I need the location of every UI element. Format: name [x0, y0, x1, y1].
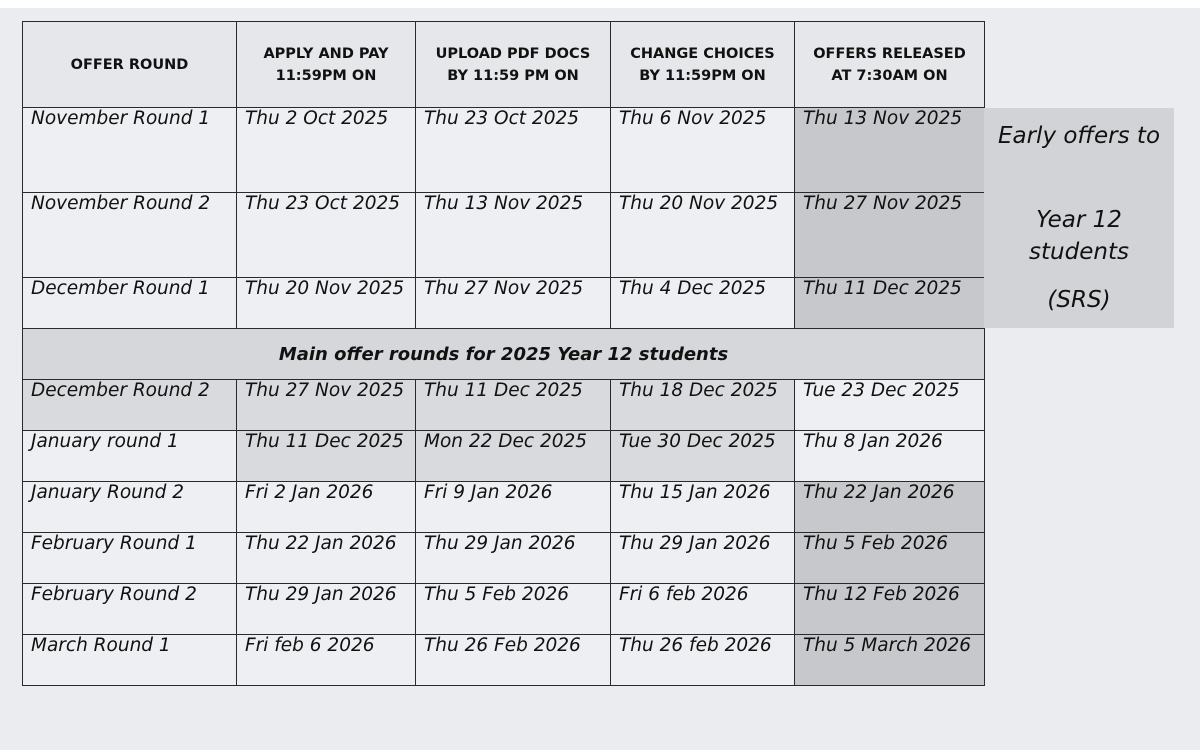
release-date: Thu 5 Feb 2026 [795, 533, 985, 584]
change-date: Thu 4 Dec 2025 [611, 278, 795, 329]
main-offer-heading-row [23, 329, 985, 380]
change-date: Thu 20 Nov 2025 [611, 193, 795, 278]
header-apply-pay: APPLY AND PAY 11:59PM ON [237, 22, 416, 108]
round-name: March Round 1 [23, 635, 237, 686]
header-change-choices: CHANGE CHOICES BY 11:59PM ON [611, 22, 795, 108]
upload-date: Fri 9 Jan 2026 [416, 482, 611, 533]
apply-date: Fri feb 6 2026 [237, 635, 416, 686]
release-date: Thu 8 Jan 2026 [795, 431, 985, 482]
upload-date: Thu 23 Oct 2025 [416, 108, 611, 193]
round-name: January Round 2 [23, 482, 237, 533]
upload-date: Thu 5 Feb 2026 [416, 584, 611, 635]
header-upload-docs: UPLOAD PDF DOCS BY 11:59 PM ON [416, 22, 611, 108]
round-name: January round 1 [23, 431, 237, 482]
change-date: Thu 6 Nov 2025 [611, 108, 795, 193]
header-offer-round: OFFER ROUND [23, 22, 237, 108]
upload-date: Thu 26 Feb 2026 [416, 635, 611, 686]
early-note-line2: Year 12 students [1029, 207, 1129, 265]
early-note-line3: (SRS) [1047, 287, 1111, 313]
release-date: Thu 11 Dec 2025 [795, 278, 985, 329]
release-date: Thu 12 Feb 2026 [795, 584, 985, 635]
change-date: Thu 15 Jan 2026 [611, 482, 795, 533]
upload-date: Mon 22 Dec 2025 [416, 431, 611, 482]
release-date: Tue 23 Dec 2025 [795, 380, 985, 431]
upload-date: Thu 27 Nov 2025 [416, 278, 611, 329]
round-name: December Round 1 [23, 278, 237, 329]
round-name: November Round 1 [23, 108, 237, 193]
apply-date: Thu 29 Jan 2026 [237, 584, 416, 635]
main-offer-heading: Main offer rounds for 2025 Year 12 students [23, 329, 985, 380]
apply-date: Thu 20 Nov 2025 [237, 278, 416, 329]
upload-date: Thu 29 Jan 2026 [416, 533, 611, 584]
early-offers-note [984, 108, 1174, 328]
round-name: December Round 2 [23, 380, 237, 431]
round-name: February Round 1 [23, 533, 237, 584]
change-date: Thu 18 Dec 2025 [611, 380, 795, 431]
table-row [23, 380, 985, 431]
table-row [23, 533, 985, 584]
upload-date: Thu 11 Dec 2025 [416, 380, 611, 431]
offer-rounds-table [22, 21, 985, 686]
table-row [23, 635, 985, 686]
release-date: Thu 27 Nov 2025 [795, 193, 985, 278]
table-row [23, 278, 985, 329]
change-date: Tue 30 Dec 2025 [611, 431, 795, 482]
round-name: November Round 2 [23, 193, 237, 278]
header-offers-released: OFFERS RELEASED AT 7:30AM ON [795, 22, 985, 108]
change-date: Fri 6 feb 2026 [611, 584, 795, 635]
top-strip [0, 0, 1200, 8]
apply-date: Thu 2 Oct 2025 [237, 108, 416, 193]
apply-date: Fri 2 Jan 2026 [237, 482, 416, 533]
change-date: Thu 26 feb 2026 [611, 635, 795, 686]
apply-date: Thu 11 Dec 2025 [237, 431, 416, 482]
apply-date: Thu 23 Oct 2025 [237, 193, 416, 278]
release-date: Thu 5 March 2026 [795, 635, 985, 686]
release-date: Thu 22 Jan 2026 [795, 482, 985, 533]
table-row [23, 108, 985, 193]
table-row [23, 584, 985, 635]
header-row [23, 22, 985, 108]
table-row [23, 482, 985, 533]
early-note-line1: Early offers to [997, 123, 1161, 149]
round-name: February Round 2 [23, 584, 237, 635]
apply-date: Thu 27 Nov 2025 [237, 380, 416, 431]
table-row [23, 431, 985, 482]
change-date: Thu 29 Jan 2026 [611, 533, 795, 584]
release-date: Thu 13 Nov 2025 [795, 108, 985, 193]
table-row [23, 193, 985, 278]
apply-date: Thu 22 Jan 2026 [237, 533, 416, 584]
upload-date: Thu 13 Nov 2025 [416, 193, 611, 278]
